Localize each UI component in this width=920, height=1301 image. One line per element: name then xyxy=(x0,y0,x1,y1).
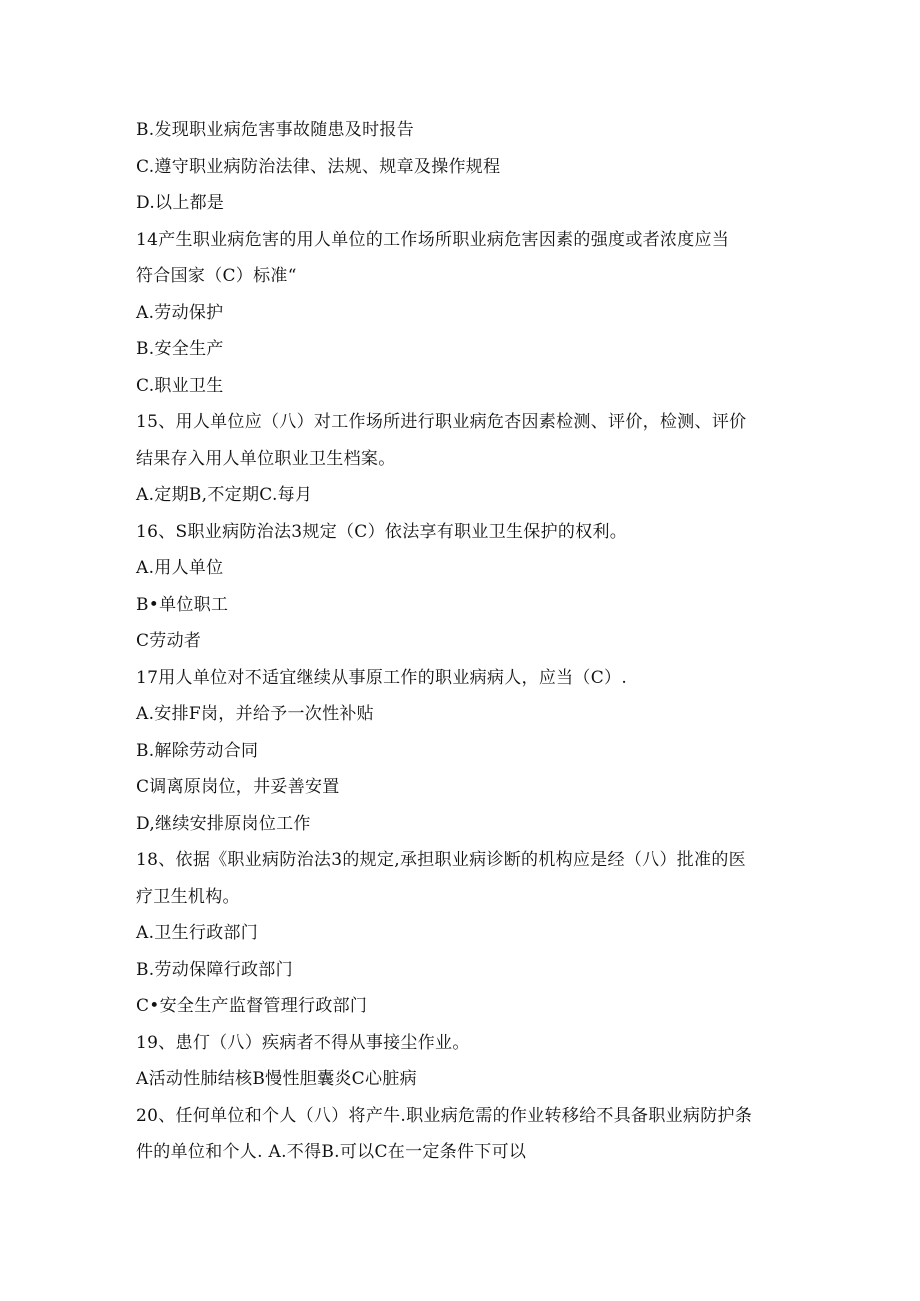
option-line: A.劳动保护 xyxy=(136,302,224,323)
option-line: C•安全生产监督管理行政部门 xyxy=(136,996,368,1016)
question-line: 17用人单位对不适宜继续从事原工作的职业病病人，应当（C）. xyxy=(136,667,628,688)
option-line: C劳动者 xyxy=(136,631,202,651)
option-line: A.定期B,不定期C.每月 xyxy=(136,485,313,505)
question-line: 18、依据《职业病防治法3的规定,承担职业病诊断的机构应是经（八）批准的医 xyxy=(136,850,746,870)
option-line: B.发现职业病危害事故随患及时报告 xyxy=(136,120,414,140)
option-line: A.用人单位 xyxy=(136,558,224,578)
question-line: 16、S职业病防治法3规定（C）依法享有职业卫生保护的权利。 xyxy=(136,521,628,542)
question-line: 19、患仃（八）疾病者不得从事接尘作业。 xyxy=(136,1032,470,1053)
option-line: C调离原岗位，井妥善安置 xyxy=(136,777,340,797)
option-line: A活动性肺结核B慢性胆囊炎C心脏病 xyxy=(136,1069,417,1089)
option-line: C.职业卫生 xyxy=(136,375,224,396)
option-line: B.劳动保障行政部门 xyxy=(136,959,293,980)
question-line: 14产生职业病危害的用人单位的工作场所职业病危害因素的强度或者浓度应当 xyxy=(136,229,730,250)
option-line: D,继续安排原岗位工作 xyxy=(136,813,311,834)
option-line: A.卫生行政部门 xyxy=(136,923,259,943)
question-line: 疗卫生机构。 xyxy=(136,886,240,907)
question-line: 结果存入用人单位职业卫生档案。 xyxy=(136,448,396,469)
option-line: B.解除劳动合同 xyxy=(136,740,259,761)
option-line: A.安排F岗，并给予一次性补贴 xyxy=(136,704,374,724)
question-line: 符合国家（C）标准“ xyxy=(136,266,297,286)
option-line: D.以上都是 xyxy=(136,193,225,213)
question-line: 20、任何单位和个人（八）将产牛.职业病危需的作业转移给不具备职业病防护条 xyxy=(136,1105,753,1126)
question-line: 15、用人单位应（八）对工作场所进行职业病危杏因素检测、评价，检测、评价 xyxy=(136,412,747,432)
option-line: C.遵守职业病防治法律、法规、规章及操作规程 xyxy=(136,156,501,177)
question-line: 件的单位和个人. A.不得B.可以C在一定条件下可以 xyxy=(136,1142,527,1162)
document-body xyxy=(136,112,796,1171)
option-line: B.安全生产 xyxy=(136,339,224,359)
option-line: B•单位职工 xyxy=(136,594,229,615)
